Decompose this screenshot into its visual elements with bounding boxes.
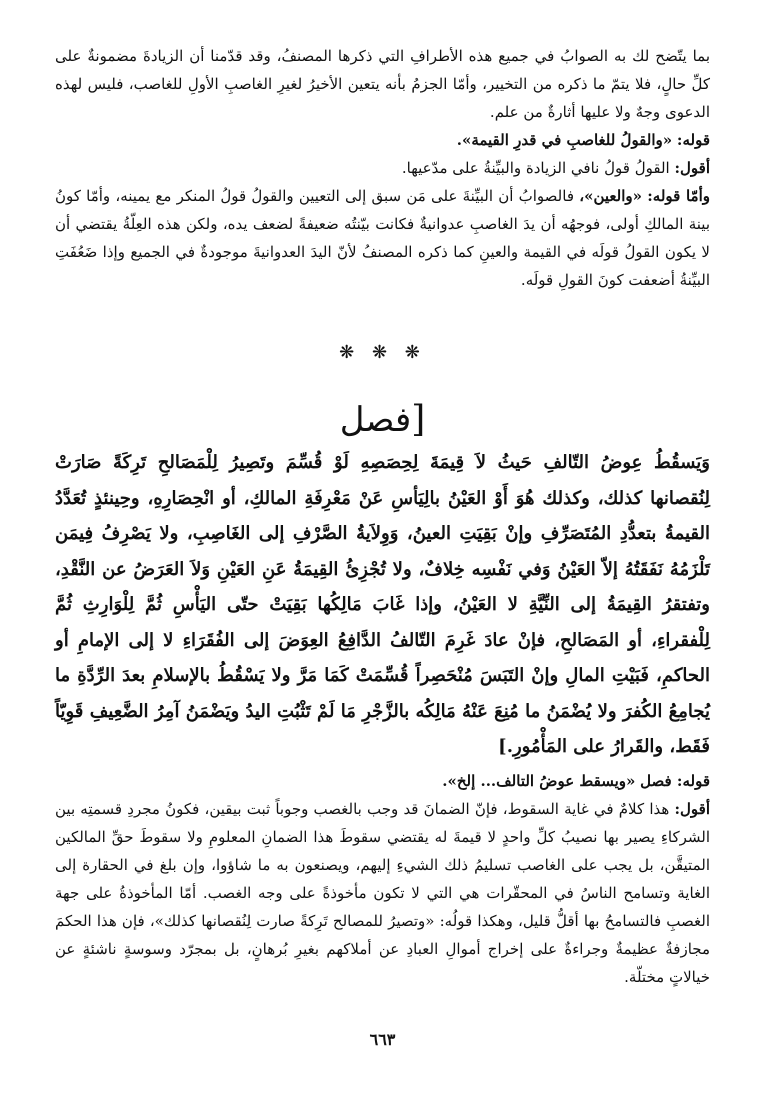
commentary-answer: [55, 795, 710, 991]
question-line-1: [55, 126, 710, 154]
question-quote: «ويسقط عوضُ التالف... إلخ».: [442, 772, 636, 790]
question-line-2: [55, 182, 710, 294]
question-label: وأمّا قوله:: [647, 187, 710, 205]
answer-text: القولُ قولُ نافي الزيادة والبيِّنةُ على مدّعيها.: [401, 159, 670, 177]
section-heading: [0, 392, 765, 448]
commentary-question: [55, 767, 710, 795]
main-text-body: وَيَسقُطُ عِوضُ التّالفِ حَيثُ لاَ قِيمَةَ لِحِصَصِهِ لَوْ قُسِّمَ وتَصِيرُ لِلْمَصَالحِ تَرِكَةً صَارَتْ لِنُقصانها كذلك، وكذلك هُوَ أَوْ العَيْنُ بالِيَأسِ عَنْ مَعْرِفَةِ المالكِ، أو انْحِصَارِهِ، وحِينئذٍ تُعَدَّدُ القيمةُ بتعدُّدِ المُتَصَرِّفِ وإنْ بَقِيَتِ العينُ، وَوِلاَيةُ الصَّرْفِ إلى الغَاصِبِ، ولا يَصْرِفُ فِيمَن تَلْزَمُهُ نَفَقَتُهُ إلاّ العَيْنُ وَفي نَفْسِه خِلافٌ، ولا تُجْزِئُ القِيمَةُ عَنِ العَيْنِ وَلاَ العَرَضُ عن النَّقْدِ، وتفتقرُ القِيمَةُ إلى النِّيَّةِ لا العَيْنُ، وإذا غَابَ مَالِكُها بَقِيَتْ حتّى اليَأْسِ ثُمَّ لِلْوَارِثِ ثُمَّ لِلْفقراءِ، أو المَصَالحِ، فإنْ عادَ غَرِمَ التّالفُ الدَّافِعُ العِوَضَ إلى الفُقَرَاءِ لا إلى الإمامِ أو الحاكمِ، فَبَيْتِ المالِ وإنْ التَبَسَ مُنْحَصِراً قُسِّمَتْ كَمَا مَرَّ ولا يَسْقُطُ بالإسلامِ بعدَ الرِّدَّةِ ما يُجامِعُ الكُفرَ ولا يُضْمَنُ ما مُنِعَ عَنْهُ مَالِكُه بالزَّجْرِ مَا لَمْ تَثْبُتِ اليدُ ويَضْمَنُ آمِرُ الضَّعِيفِ قَوِيّاً فَقَط، والقَرارُ على المَأْمُورِ.: [55, 452, 710, 757]
question-quote: «والقولُ للغاصبِ في قدرِ القيمة».: [456, 131, 673, 149]
answer-text: فالصوابُ أن البيِّنةَ على مَن سبق إلى التعيين والقولُ قولُ المنكر مع يمينه، وأمّا كونُ بينة المالكِ أولى، فوجهُه أن يدَ الغاصبِ عدوانيةٌ فكانت بيّنتُه ضعيفةً لضعف يده، ولكن هذه العِلّةُ يقتضي أن لا يكون القولُ قولَه في القيمة والعينِ كما ذكره المصنفُ لأنّ اليدَ العدوانيةَ موجودةٌ في الجميع وإذا ضَعُفَتِ البيِّنةُ أضعفت كونَ القولِ قولَه.: [55, 187, 710, 289]
main-text-paragraph: [55, 445, 710, 765]
commentary: [55, 767, 710, 991]
question-label: قوله: فصل: [640, 772, 710, 790]
answer-line-1: [55, 154, 710, 182]
answer-label: أقول:: [674, 159, 710, 177]
intro-commentary: [55, 42, 710, 294]
answer-label: أقول:: [674, 800, 710, 818]
bracket-open: [: [411, 399, 426, 440]
answer-text: هذا كلامٌ في غاية السقوط، فإنّ الضمانَ قد وجب بالغصب وجوباً ثبت بيقين، فكونُ مجردِ قسمتِه بين الشركاءِ يصير بها نصيبُ كلِّ واحدٍ لا قيمةَ له يقتضي سقوطَ هذا الضمانِ المعلومِ ولا سقوطَ حقِّ المالكين المتيقَّن، بل يجب على الغاصب تسليمُ ذلك الشيءِ إليهم، ويصنعون به ما شاؤوا، وإن بلغ في الحقارة إلى الغاية وتسامح الناسُ في المحقّرات هي التي لا تكون مأخوذةً على وجه الغصب. أمّا المأخوذةُ على جهة الغصبِ فالتسامحُ بها أقلُّ قليل، وهكذا قولُه: «وتصيرُ للمصالح تَرِكةً صارت لِنُقصانها كذلك»، فإن هذا الحكمَ مجازفةٌ عظيمةٌ وجراءةٌ على إخراج أموالِ العبادِ عن أملاكهم بغيرِ بُرهانٍ، بل بمجرّد وسوسةٍ ناشئةٍ عن خيالاتٍ مختلّة.: [55, 800, 710, 986]
bracket-close: ]: [498, 736, 507, 757]
section-title: فصل: [339, 400, 412, 440]
intro-paragraph: بما يتّضح لك به الصوابُ في جميع هذه الأطرافِ التي ذكرها المصنفُ، وقد قدّمنا أن الزيادةَ مضمونةٌ على كلِّ حالٍ، فلا يتمّ ما ذكره من التخيير، وأمّا الجزمُ بأنه يتعين الأخيرُ لغيرِ الغاصبِ الأولِ للغاصب، فليس لهذه الدعوى وجهٌ ولا عليها أثارةٌ من علم.: [55, 47, 710, 121]
question-quote: «والعين»،: [579, 187, 642, 205]
question-label: قوله:: [676, 131, 710, 149]
page-number: ٦٦٣: [369, 1030, 396, 1049]
section-separator: ❋ ❋ ❋: [339, 342, 426, 363]
main-text: [55, 445, 710, 765]
